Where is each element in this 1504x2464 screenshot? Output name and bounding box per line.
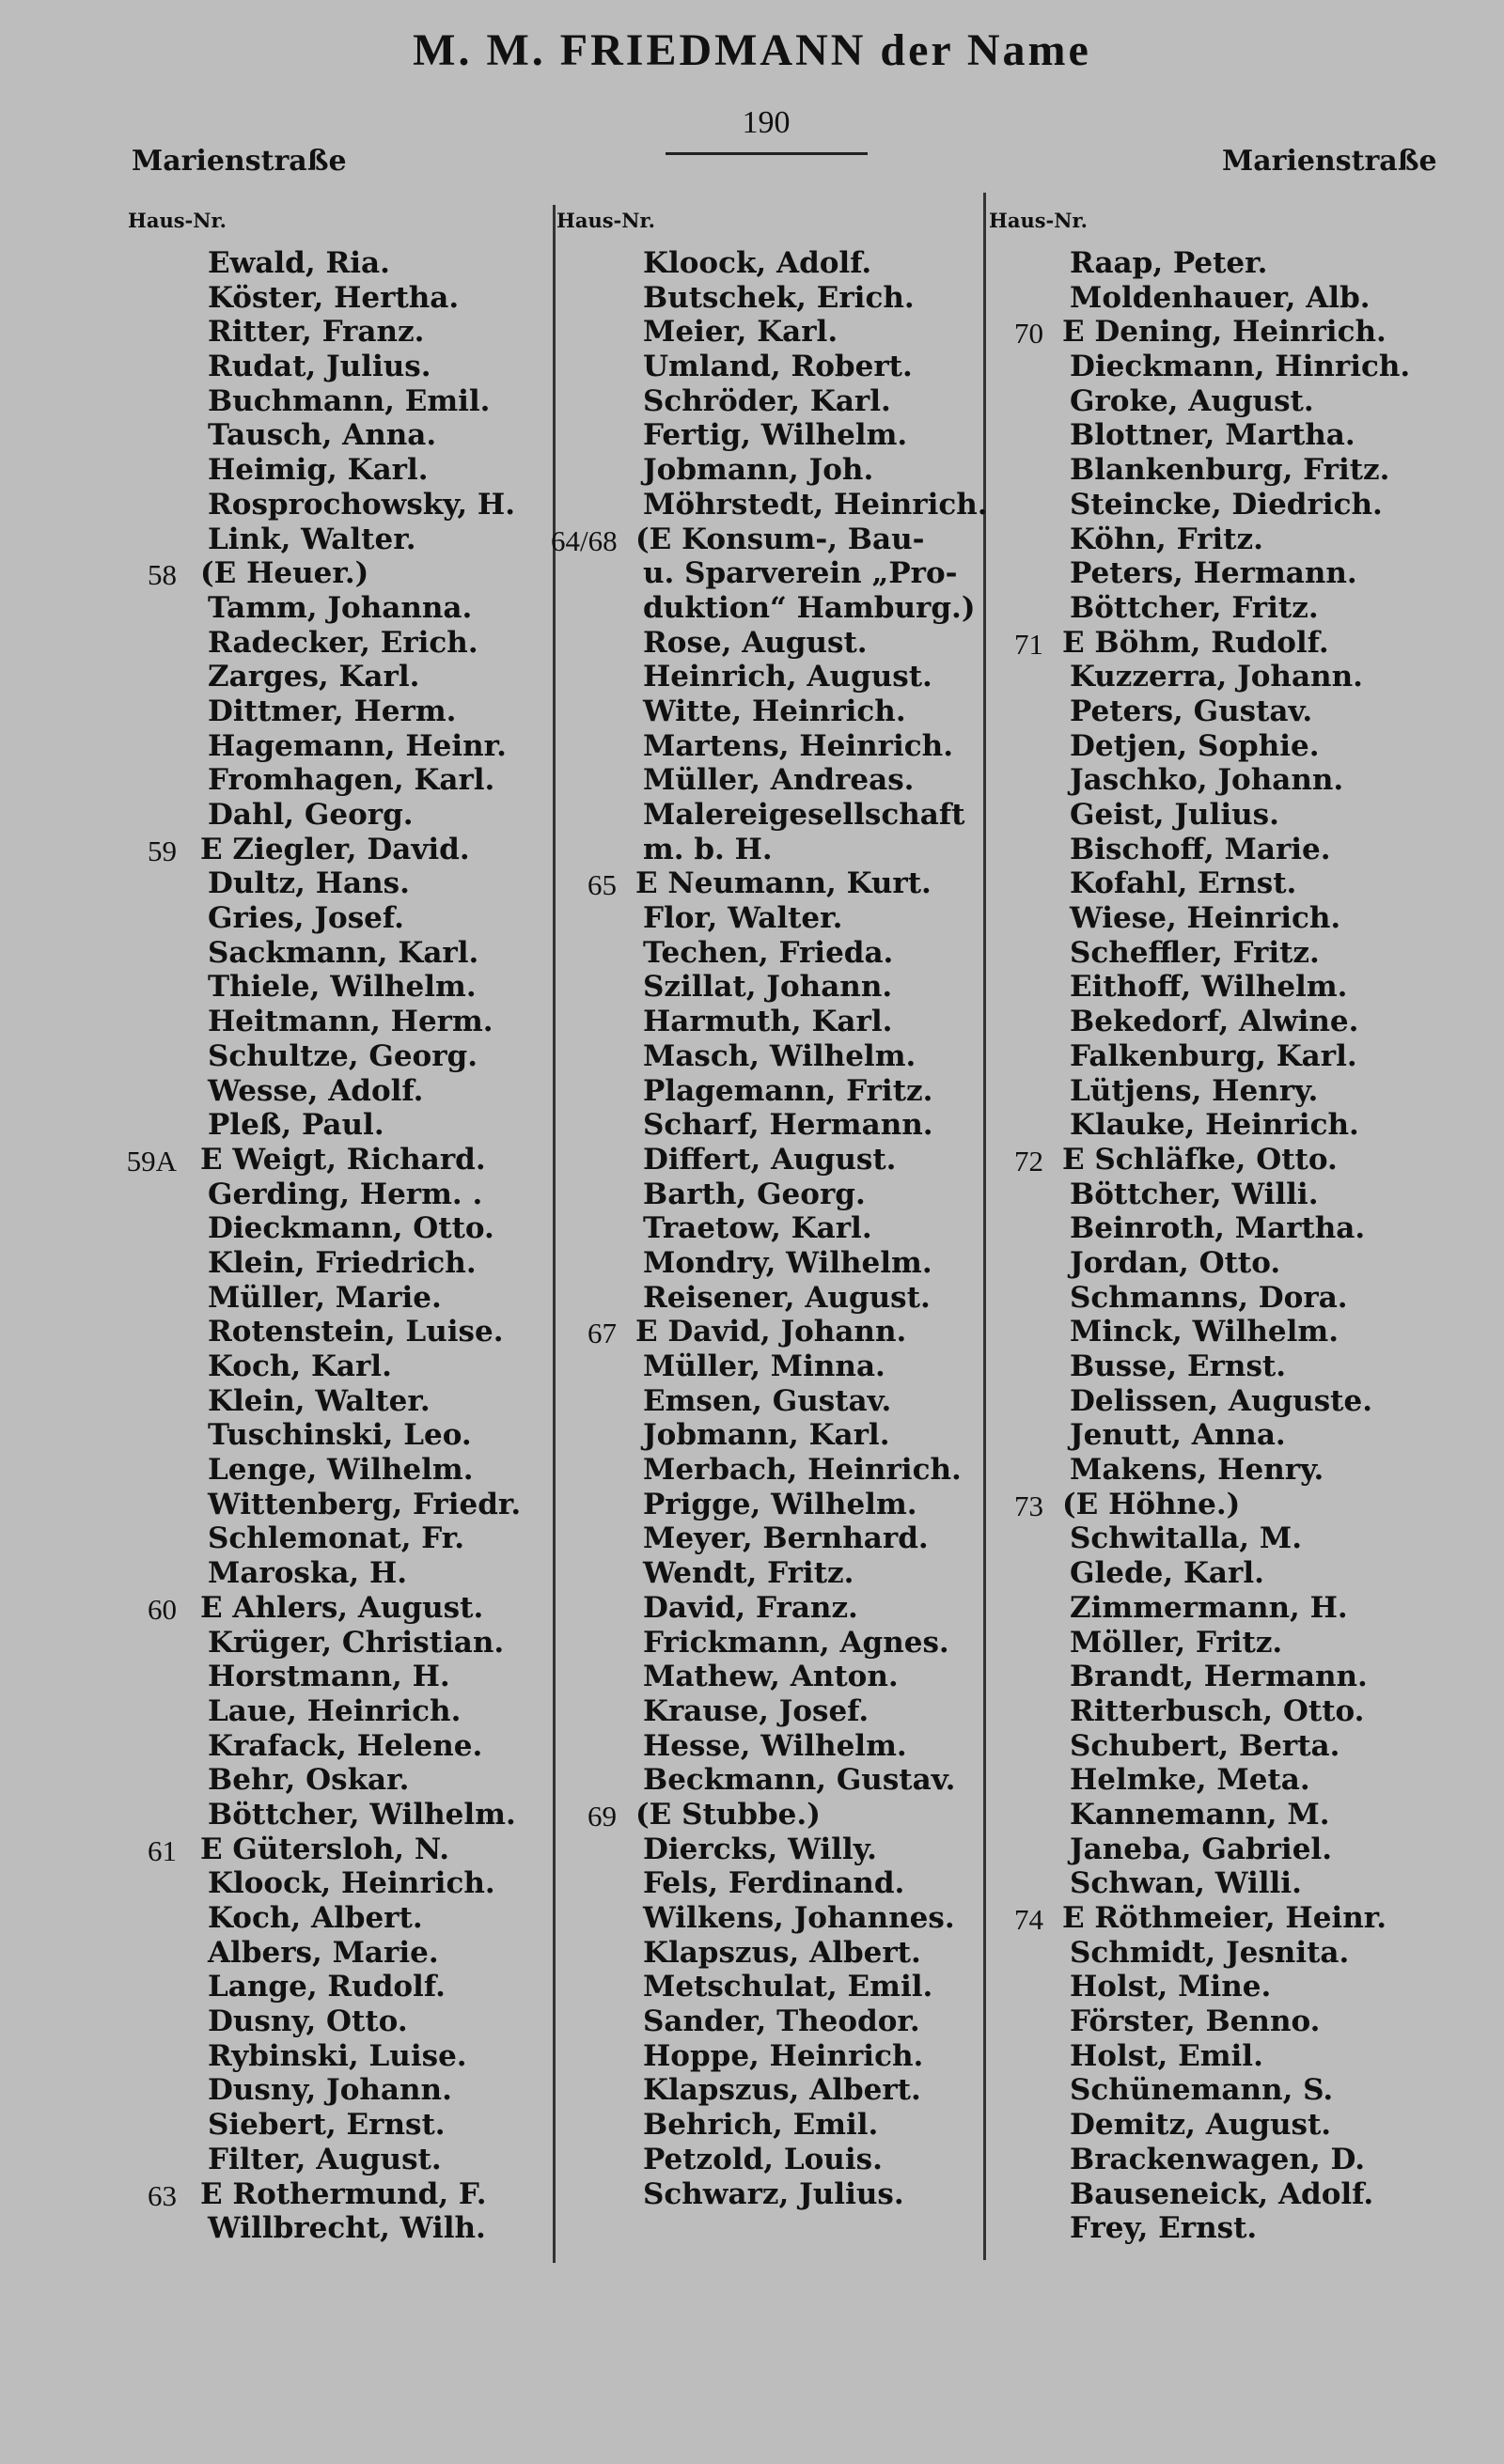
resident-name: Hoppe, Heinrich. (643, 2038, 924, 2073)
resident-name: Jobmann, Joh. (643, 453, 874, 488)
resident-name: Rudat, Julius. (208, 350, 431, 384)
resident-name: Krafack, Helene. (208, 1728, 483, 1763)
resident-name: Traetow, Karl. (643, 1211, 872, 1246)
resident-name: Klauke, Heinrich. (1070, 1108, 1359, 1143)
resident-name: Tuschinski, Leo. (208, 1418, 472, 1453)
resident-name: Böttcher, Wilhelm. (208, 1797, 516, 1832)
resident-name: Meyer, Bernhard. (643, 1521, 929, 1556)
resident-name: Krüger, Christian. (208, 1625, 505, 1660)
column-header-house-number: Haus-Nr. (989, 209, 1088, 232)
house-number: 64/68 (551, 523, 618, 557)
resident-name: Techen, Frieda. (643, 935, 894, 970)
resident-name: Heimig, Karl. (208, 453, 429, 488)
resident-name: Jobmann, Karl. (643, 1418, 890, 1453)
resident-name: (E Heuer.) (200, 556, 369, 591)
resident-name: Hesse, Wilhelm. (643, 1728, 907, 1763)
resident-name: Differt, August. (643, 1142, 897, 1177)
house-number: 72 (1014, 1144, 1043, 1177)
resident-name: Kloock, Adolf. (643, 246, 872, 280)
resident-name: Blankenburg, Fritz. (1070, 453, 1390, 488)
resident-name: Dusny, Otto. (208, 2004, 408, 2039)
resident-name: Koch, Karl. (208, 1349, 392, 1383)
resident-name: Maroska, H. (208, 1556, 408, 1591)
resident-name: Schwan, Willi. (1070, 1866, 1302, 1901)
resident-name: Möhrstedt, Heinrich. (643, 487, 988, 522)
resident-name: Fertig, Wilhelm. (643, 418, 908, 453)
resident-name: Metschulat, Emil. (643, 1970, 933, 2004)
resident-name: Mathew, Anton. (643, 1660, 899, 1694)
resident-name: Brandt, Hermann. (1070, 1660, 1368, 1694)
resident-name: Meier, Karl. (643, 315, 838, 350)
resident-name: Rose, August. (643, 625, 868, 660)
resident-name: Umland, Robert. (643, 350, 913, 384)
resident-name: Ritter, Franz. (208, 315, 425, 350)
resident-name: Fels, Ferdinand. (643, 1866, 905, 1901)
resident-name: E Ziegler, David. (200, 832, 470, 866)
resident-name: Geist, Julius. (1070, 798, 1279, 832)
resident-name: Janeba, Gabriel. (1070, 1832, 1332, 1866)
resident-name: Holst, Emil. (1070, 2038, 1263, 2073)
resident-name: Detjen, Sophie. (1070, 728, 1320, 763)
resident-name: Lenge, Wilhelm. (208, 1453, 474, 1488)
resident-name: Heitmann, Herm. (208, 1005, 494, 1039)
resident-name: Lange, Rudolf. (208, 1970, 446, 2004)
resident-name: Klapszus, Albert. (643, 1935, 921, 1970)
resident-name: Link, Walter. (208, 522, 416, 556)
resident-name: Butschek, Erich. (643, 280, 915, 315)
resident-name: Beinroth, Martha. (1070, 1211, 1366, 1246)
resident-name: E Neumann, Kurt. (635, 866, 932, 901)
house-number: 61 (148, 1833, 177, 1867)
resident-name: Wesse, Adolf. (208, 1073, 424, 1108)
resident-name: Köster, Hertha. (208, 280, 460, 315)
resident-name: E Ahlers, August. (200, 1590, 484, 1625)
resident-name: Diercks, Willy. (643, 1832, 877, 1866)
resident-name: Schlemonat, Fr. (208, 1521, 465, 1556)
resident-name: Brackenwagen, D. (1070, 2142, 1366, 2176)
resident-name: Zimmermann, H. (1070, 1590, 1348, 1625)
resident-name: Behr, Oskar. (208, 1763, 410, 1798)
resident-name: Sander, Theodor. (643, 2004, 920, 2039)
resident-name: Eithoff, Wilhelm. (1070, 970, 1348, 1005)
resident-name: Dieckmann, Otto. (208, 1211, 494, 1246)
resident-name: Buchmann, Emil. (208, 383, 491, 418)
resident-name: Ewald, Ria. (208, 246, 390, 280)
resident-name: Böttcher, Willi. (1070, 1177, 1319, 1211)
resident-name: Jordan, Otto. (1070, 1245, 1281, 1280)
resident-name: Scheffler, Fritz. (1070, 935, 1320, 970)
resident-name: Glede, Karl. (1070, 1556, 1264, 1591)
resident-name: Ritterbusch, Otto. (1070, 1693, 1365, 1728)
resident-name: E Dening, Heinrich. (1062, 315, 1386, 350)
house-number: 65 (588, 868, 617, 902)
resident-name: Laue, Heinrich. (208, 1693, 462, 1728)
resident-name: Heinrich, August. (643, 660, 932, 694)
resident-name: Böttcher, Fritz. (1070, 590, 1319, 625)
resident-name: Krause, Josef. (643, 1693, 870, 1728)
resident-name: Prigge, Wilhelm. (643, 1487, 917, 1521)
column-divider (553, 205, 556, 2263)
resident-name: Groke, August. (1070, 383, 1314, 418)
resident-name: Petzold, Louis. (643, 2142, 883, 2176)
resident-name: Beckmann, Gustav. (643, 1763, 956, 1798)
resident-name: Zarges, Karl. (208, 660, 420, 694)
resident-name: Moldenhauer, Alb. (1070, 280, 1371, 315)
resident-name: E Böhm, Rudolf. (1062, 625, 1329, 660)
resident-name: David, Franz. (643, 1590, 858, 1625)
resident-name: Steincke, Diedrich. (1070, 487, 1383, 522)
resident-name: Jaschko, Johann. (1070, 763, 1344, 798)
resident-name: Masch, Wilhelm. (643, 1038, 916, 1073)
resident-name: Wiese, Heinrich. (1070, 901, 1341, 936)
resident-name: Flor, Walter. (643, 901, 843, 936)
resident-name: Tausch, Anna. (208, 418, 437, 453)
resident-name: Müller, Marie. (208, 1280, 442, 1315)
resident-name: Bischoff, Marie. (1070, 832, 1331, 866)
house-number: 71 (1014, 627, 1043, 661)
resident-name: Wilkens, Johannes. (643, 1901, 955, 1935)
house-number: 70 (1014, 317, 1043, 351)
resident-name: Dieckmann, Hinrich. (1070, 350, 1411, 384)
resident-name: Barth, Georg. (643, 1177, 866, 1211)
resident-name: Gries, Josef. (208, 901, 404, 936)
resident-name: Wendt, Fritz. (643, 1556, 854, 1591)
resident-name: Raap, Peter. (1070, 246, 1268, 280)
resident-name: E Schläfke, Otto. (1062, 1142, 1338, 1177)
masthead: M. M. FRIEDMANN der Name (413, 25, 1091, 75)
resident-name: Schröder, Karl. (643, 383, 891, 418)
resident-name: Emsen, Gustav. (643, 1383, 892, 1418)
resident-name: Merbach, Heinrich. (643, 1453, 962, 1488)
resident-name: Thiele, Wilhelm. (208, 970, 477, 1005)
resident-name: Sackmann, Karl. (208, 935, 479, 970)
resident-name: Minck, Wilhelm. (1070, 1315, 1340, 1349)
resident-name: Bauseneick, Adolf. (1070, 2176, 1374, 2211)
resident-name: Rybinski, Luise. (208, 2038, 467, 2073)
resident-name: Dusny, Johann. (208, 2073, 452, 2108)
resident-name: Kannemann, M. (1070, 1797, 1330, 1832)
resident-name: Tamm, Johanna. (208, 590, 473, 625)
page-number-rule (666, 152, 868, 155)
resident-name: (E Stubbe.) (635, 1797, 821, 1832)
house-number: 67 (588, 1317, 617, 1350)
resident-name: Albers, Marie. (208, 1935, 439, 1970)
resident-name: Demitz, August. (1070, 2108, 1332, 2143)
resident-name: Schünemann, S. (1070, 2073, 1334, 2108)
resident-name: Jenutt, Anna. (1070, 1418, 1286, 1453)
resident-name: Szillat, Johann. (643, 970, 893, 1005)
resident-name: Koch, Albert. (208, 1901, 423, 1935)
column-header-house-number: Haus-Nr. (556, 209, 655, 232)
resident-name: E Rothermund, F. (200, 2176, 487, 2211)
resident-name: E David, Johann. (635, 1315, 907, 1349)
resident-name: Fromhagen, Karl. (208, 763, 495, 798)
resident-name: duktion“ Hamburg.) (643, 590, 976, 625)
house-number: 63 (148, 2178, 177, 2212)
resident-name: Dittmer, Herm. (208, 694, 457, 728)
resident-name: Bekedorf, Alwine. (1070, 1005, 1359, 1039)
resident-name: Frey, Ernst. (1070, 2211, 1258, 2246)
resident-name: Scharf, Hermann. (643, 1108, 933, 1143)
resident-name: Schmidt, Jesnita. (1070, 1935, 1350, 1970)
resident-name: Helmke, Meta. (1070, 1763, 1310, 1798)
resident-name: Schmanns, Dora. (1070, 1280, 1348, 1315)
resident-name: Makens, Henry. (1070, 1453, 1324, 1488)
resident-name: Holst, Mine. (1070, 1970, 1272, 2004)
resident-name: Gerding, Herm. . (208, 1177, 483, 1211)
resident-name: Dahl, Georg. (208, 798, 414, 832)
resident-name: Reisener, August. (643, 1280, 931, 1315)
resident-name: Müller, Andreas. (643, 763, 915, 798)
resident-name: Mondry, Wilhelm. (643, 1245, 932, 1280)
resident-name: (E Konsum-, Bau- (635, 522, 925, 556)
column-header-house-number: Haus-Nr. (128, 209, 227, 232)
resident-name: Pleß, Paul. (208, 1108, 384, 1143)
street-name-left: Marienstraße (132, 145, 347, 178)
resident-name: Busse, Ernst. (1070, 1349, 1287, 1383)
resident-name: Martens, Heinrich. (643, 728, 953, 763)
resident-name: Radecker, Erich. (208, 625, 478, 660)
resident-name: u. Sparverein „Pro- (643, 556, 958, 591)
resident-name: E Weigt, Richard. (200, 1142, 486, 1177)
resident-name: (E Höhne.) (1062, 1487, 1241, 1521)
resident-name: Müller, Minna. (643, 1349, 885, 1383)
resident-name: Rotenstein, Luise. (208, 1315, 504, 1349)
resident-name: Frickmann, Agnes. (643, 1625, 949, 1660)
resident-name: Schwarz, Julius. (643, 2176, 904, 2211)
resident-name: Filter, August. (208, 2142, 442, 2176)
resident-name: Harmuth, Karl. (643, 1005, 893, 1039)
resident-name: Peters, Gustav. (1070, 694, 1313, 728)
resident-name: Behrich, Emil. (643, 2108, 879, 2143)
resident-name: E Röthmeier, Heinr. (1062, 1901, 1387, 1935)
resident-name: Dultz, Hans. (208, 866, 410, 901)
resident-name: Lütjens, Henry. (1070, 1073, 1319, 1108)
resident-name: Peters, Hermann. (1070, 556, 1357, 591)
resident-name: Möller, Fritz. (1070, 1625, 1283, 1660)
resident-name: Kloock, Heinrich. (208, 1866, 495, 1901)
house-number: 59A (126, 1144, 177, 1177)
resident-name: Witte, Heinrich. (643, 694, 906, 728)
resident-name: E Gütersloh, N. (200, 1832, 449, 1866)
resident-name: Hagemann, Heinr. (208, 728, 507, 763)
resident-name: Blottner, Martha. (1070, 418, 1355, 453)
resident-name: Kuzzerra, Johann. (1070, 660, 1363, 694)
resident-name: Schultze, Georg. (208, 1038, 478, 1073)
resident-name: Willbrecht, Wilh. (208, 2211, 486, 2246)
resident-name: Delissen, Auguste. (1070, 1383, 1373, 1418)
resident-name: Rosprochowsky, H. (208, 487, 515, 522)
house-number: 60 (148, 1592, 177, 1626)
resident-name: Förster, Benno. (1070, 2004, 1321, 2039)
resident-name: Plagemann, Fritz. (643, 1073, 933, 1108)
street-name-right: Marienstraße (1222, 145, 1437, 178)
house-number: 58 (148, 558, 177, 592)
house-number: 74 (1014, 1903, 1043, 1936)
house-number: 69 (588, 1799, 617, 1832)
resident-name: m. b. H. (643, 832, 773, 866)
house-number: 73 (1014, 1489, 1043, 1522)
resident-name: Wittenberg, Friedr. (208, 1487, 522, 1521)
resident-name: Siebert, Ernst. (208, 2108, 446, 2143)
resident-name: Klein, Walter. (208, 1383, 431, 1418)
resident-name: Horstmann, H. (208, 1660, 450, 1694)
house-number: 59 (148, 834, 177, 867)
resident-name: Klapszus, Albert. (643, 2073, 921, 2108)
resident-name: Klein, Friedrich. (208, 1245, 477, 1280)
resident-name: Schubert, Berta. (1070, 1728, 1340, 1763)
resident-name: Kofahl, Ernst. (1070, 866, 1297, 901)
resident-name: Köhn, Fritz. (1070, 522, 1263, 556)
resident-name: Falkenburg, Karl. (1070, 1038, 1357, 1073)
page-number: 190 (742, 105, 791, 140)
resident-name: Malereigesellschaft (643, 798, 965, 832)
resident-name: Schwitalla, M. (1070, 1521, 1303, 1556)
